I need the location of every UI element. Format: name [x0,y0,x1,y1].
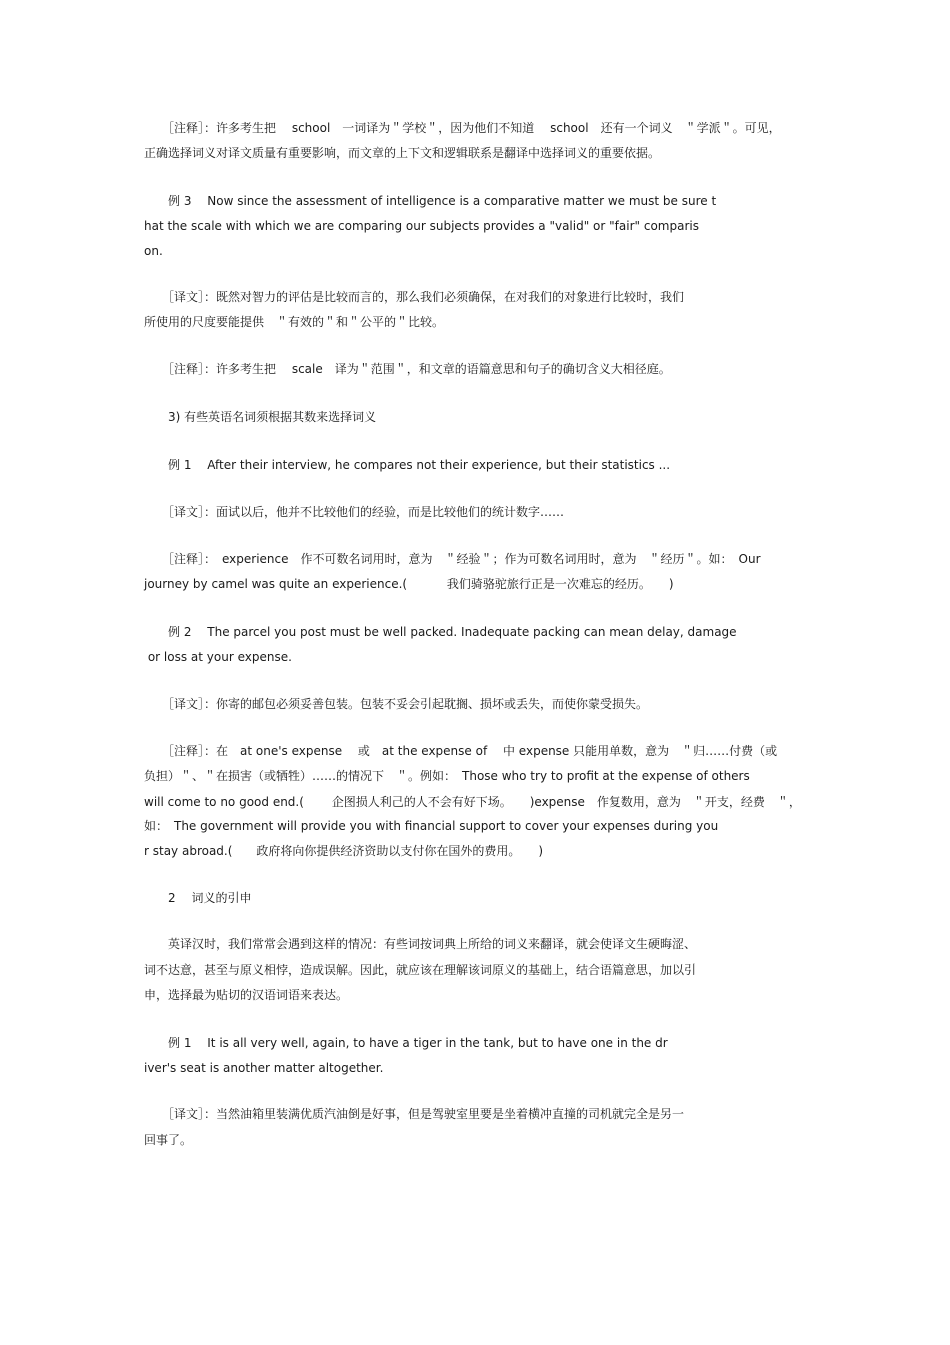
text-line: or loss at your expense. [144,650,292,664]
text-line: 词不达意，甚至与原义相悖，造成误解。因此，就应该在理解该词原义的基础上，结合语篇意思，加以引 [144,963,697,977]
text-line: 例 3 Now since the assessment of intelligence is a comparative matter we must be sure t [144,194,717,208]
text-line: 如： The government will provide you with financial support to cover your expenses during you [144,819,719,833]
text-line: ［译文］：当然油箱里装满优质汽油倒是好事，但是驾驶室里要是坐着横冲直撞的司机就完全是另一 [144,1107,685,1121]
text-line: 正确选择词义对译文质量有重要影响，而文章的上下文和逻辑联系是翻译中选择词义的重要依据。 [144,146,661,160]
text-line: r stay abroad.( 政府将向你提供经济资助以支付你在国外的费用。 ) [144,844,544,858]
section-heading: 2 词义的引申 [144,891,252,905]
text-line: journey by camel was quite an experience.( 我们骑骆驼旅行正是一次难忘的经历。 ) [144,577,674,591]
text-line: hat the scale with which we are comparing our subjects provides a "valid" or "fair" comparis [144,219,699,233]
text-line: on. [144,244,163,258]
text-line: ［注释］：许多考生把 school 一词译为＂学校＂，因为他们不知道 school 还有一个词义 ＂学派＂。可见， [144,121,781,135]
text-line: 例 1 After their interview, he compares not their experience, but their statistics ... [144,458,671,472]
text-line: ［注释］：在 at one's expense 或 at the expense of 中 expense 只能用单数，意为 ＂归……付费（或 [144,744,778,758]
text-line: ［译文］：既然对智力的评估是比较而言的，那么我们必须确保，在对我们的对象进行比较时，我们 [144,290,685,304]
text-line: 负担）＂、＂在损害（或牺牲）……的情况下 ＂。例如： Those who try to profit at the expense of others [144,769,750,783]
text-line: 例 1 It is all very well, again, to have a tiger in the tank, but to have one in the dr [144,1036,668,1050]
text-line: ［注释］： experience 作不可数名词用时，意为 ＂经验＂；作为可数名词用时，意为 ＂经历＂。如： Our [144,552,761,566]
text-line: 例 2 The parcel you post must be well packed. Inadequate packing can mean delay, damage [144,625,737,639]
text-line: 所使用的尺度要能提供 ＂有效的＂和＂公平的＂比较。 [144,315,445,329]
text-line: 申，选择最为贴切的汉语词语来表达。 [144,988,349,1002]
section-heading: 3) 有些英语名词须根据其数来选择词义 [144,410,377,424]
text-line: 英译汉时，我们常常会遇到这样的情况：有些词按词典上所给的词义来翻译，就会使译文生硬晦涩、 [144,937,697,951]
text-line: will come to no good end.( 企图损人利己的人不会有好下场。 )expense 作复数用，意为 ＂开支，经费 ＂， [144,795,801,809]
text-line: ［译文］：面试以后，他并不比较他们的经验，而是比较他们的统计数字…… [144,505,565,519]
text-line: ［注释］：许多考生把 scale 译为＂范围＂，和文章的语篇意思和句子的确切含义大相径庭。 [144,362,671,376]
text-line: ［译文］：你寄的邮包必须妥善包装。包装不妥会引起耽搁、损坏或丢失，而使你蒙受损失。 [144,697,649,711]
text-line: iver's seat is another matter altogether. [144,1061,384,1075]
text-line: 回事了。 [144,1133,193,1147]
